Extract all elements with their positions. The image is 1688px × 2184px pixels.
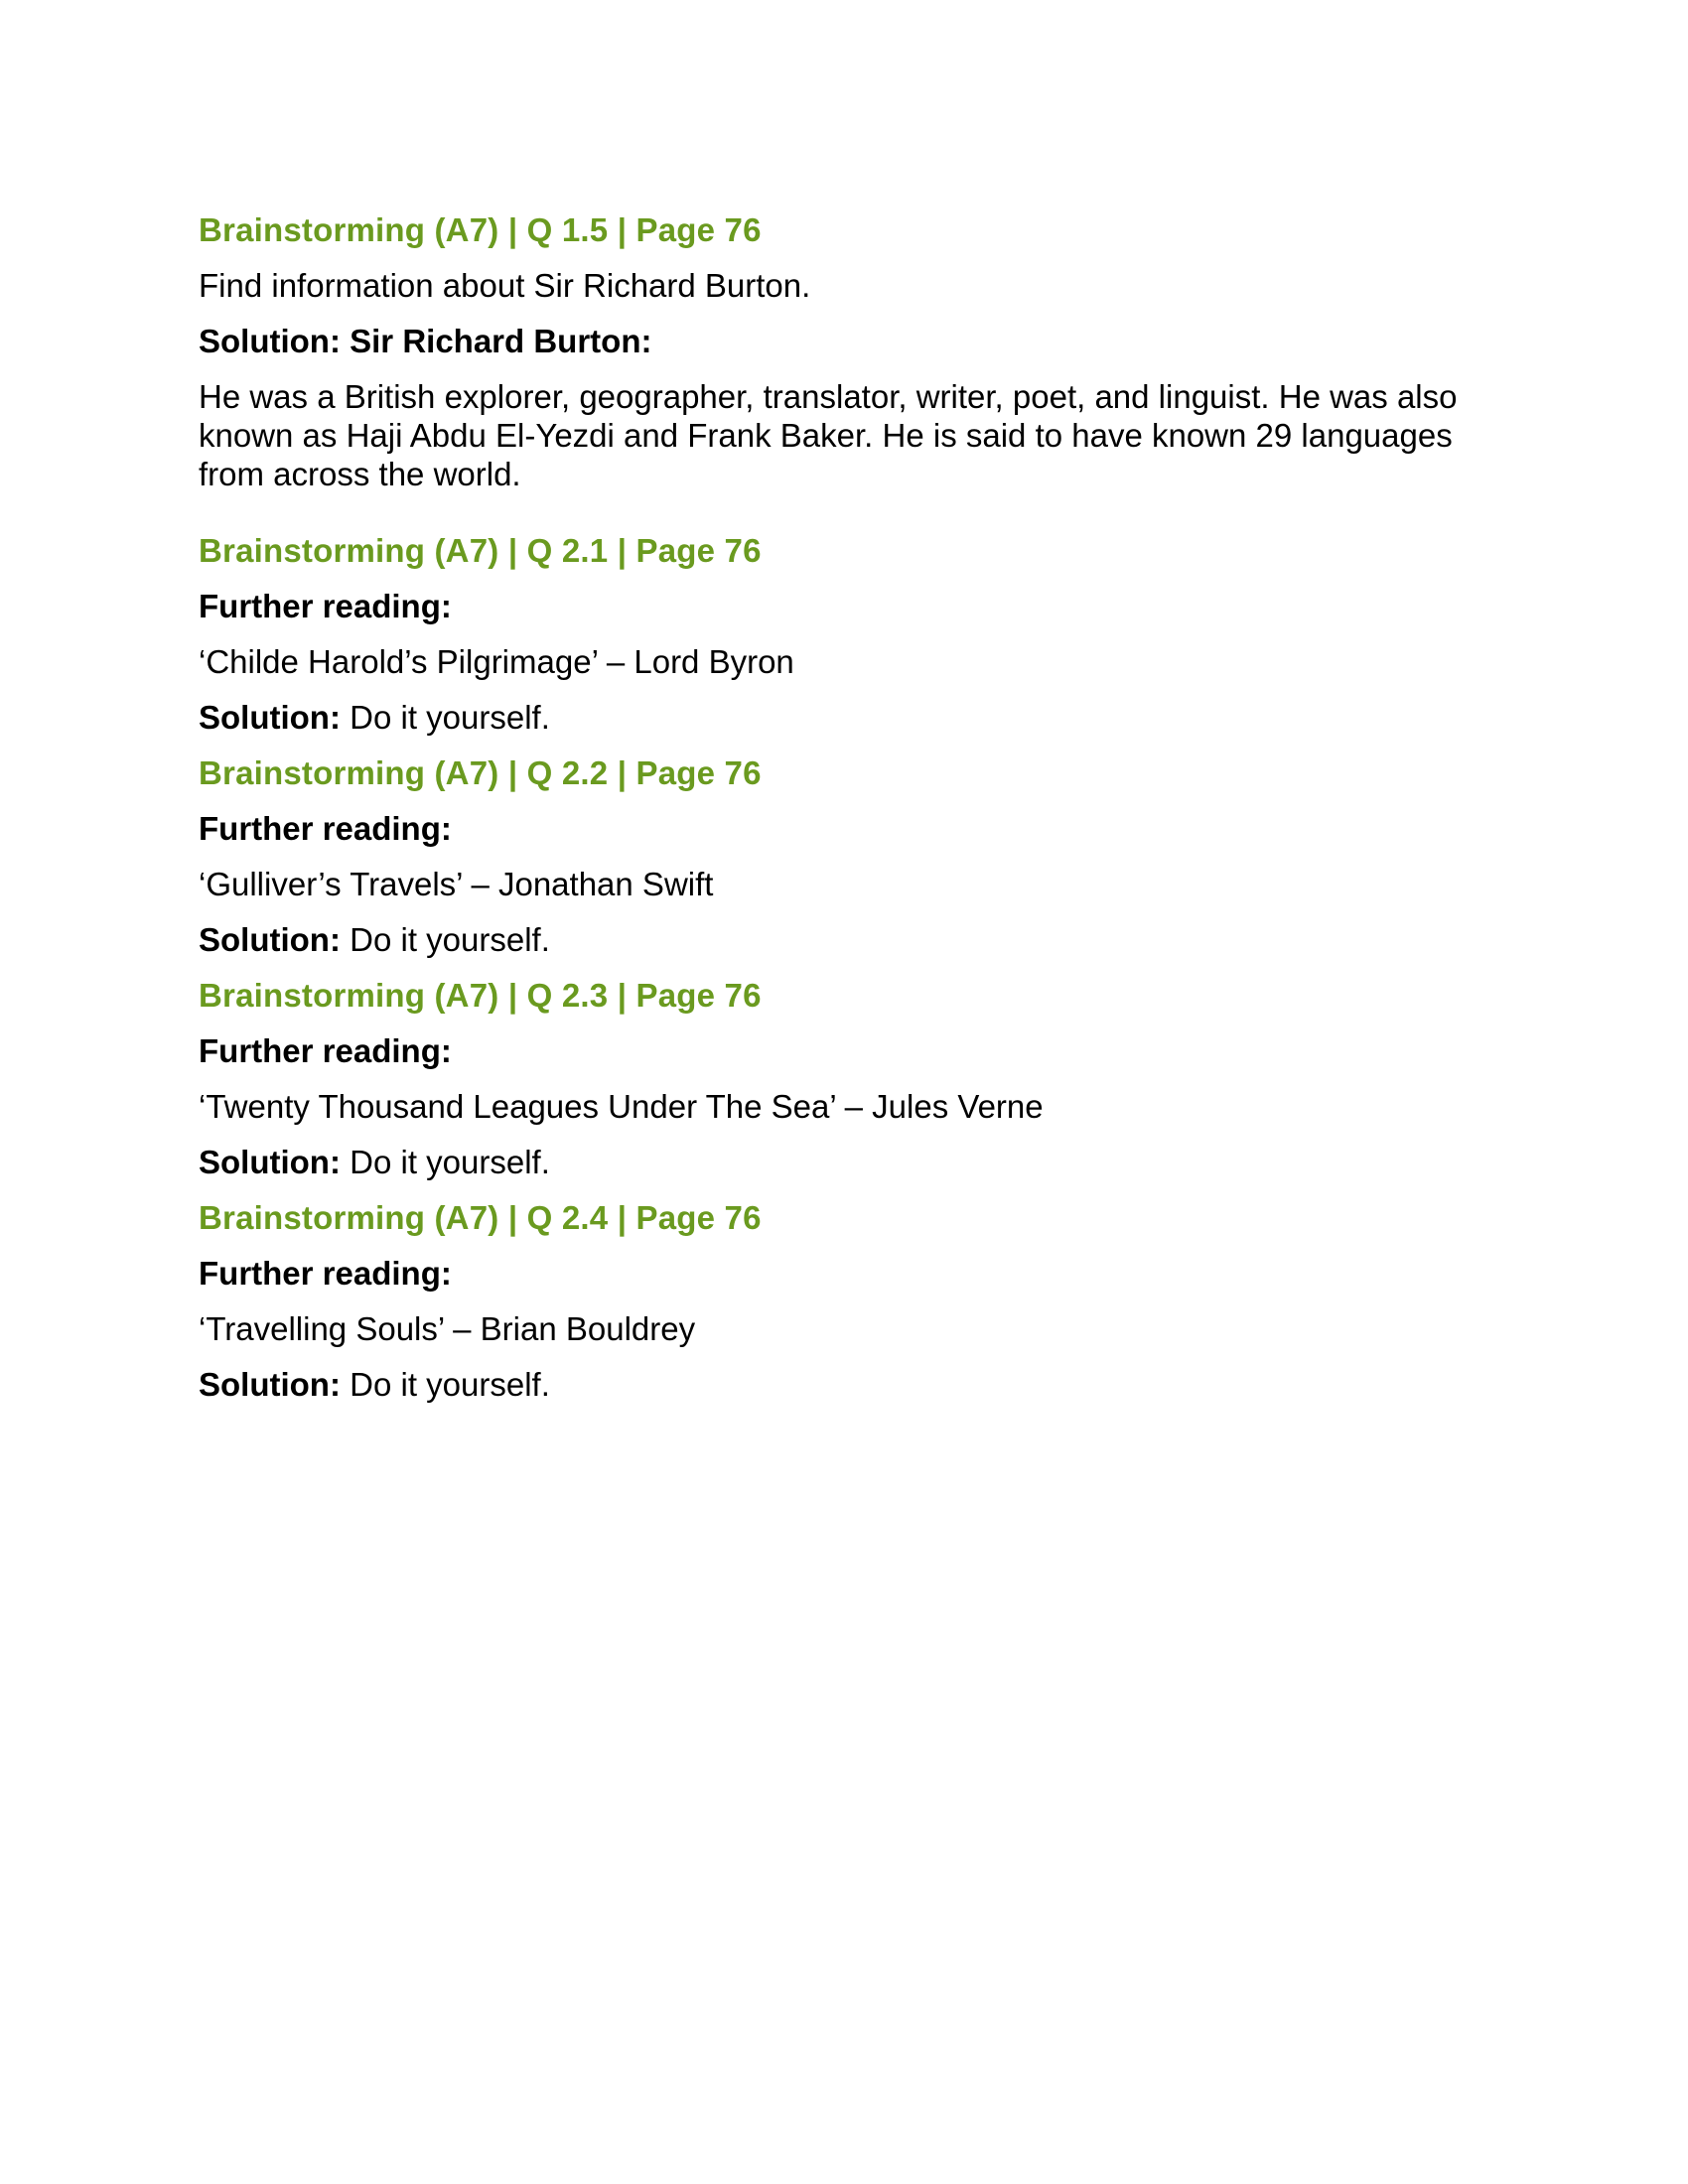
solution-label: Solution: — [199, 921, 341, 958]
solution-text: Do it yourself. — [350, 1366, 550, 1403]
solution-label: Solution: Sir Richard Burton: — [199, 323, 652, 359]
book-title: ‘Childe Harold’s Pilgrimage’ – Lord Byron — [199, 643, 794, 680]
book-title: ‘Travelling Souls’ – Brian Bouldrey — [199, 1310, 696, 1347]
solution-line — [199, 698, 1509, 737]
solution-line — [199, 1143, 1509, 1181]
section-q2-4 — [199, 1198, 1509, 1404]
section-gap — [199, 510, 1509, 531]
section-q2-2 — [199, 753, 1509, 959]
section-heading: Brainstorming (A7) | Q 2.1 | Page 76 — [199, 532, 762, 569]
solution-label: Solution: — [199, 1366, 341, 1403]
further-reading-label: Further reading: — [199, 1255, 452, 1292]
section-heading: Brainstorming (A7) | Q 2.4 | Page 76 — [199, 1199, 762, 1236]
document-page — [199, 210, 1509, 1421]
solution-label: Solution: — [199, 1144, 341, 1180]
solution-line — [199, 920, 1509, 959]
section-heading: Brainstorming (A7) | Q 1.5 | Page 76 — [199, 211, 762, 248]
further-reading-label: Further reading: — [199, 588, 452, 624]
further-reading-label: Further reading: — [199, 1032, 452, 1069]
section-heading: Brainstorming (A7) | Q 2.2 | Page 76 — [199, 754, 762, 791]
solution-text: Do it yourself. — [350, 1144, 550, 1180]
book-title: ‘Gulliver’s Travels’ – Jonathan Swift — [199, 866, 714, 902]
section-q2-1 — [199, 531, 1509, 737]
solution-text: He was a British explorer, geographer, translator, writer, poet, and linguist. He was also known as Haji Abdu El-Yezdi and Frank Baker. He is said to have known 29 languages from across the world. — [199, 378, 1458, 492]
further-reading-label: Further reading: — [199, 810, 452, 847]
solution-label: Solution: — [199, 699, 341, 736]
question-text: Find information about Sir Richard Burton. — [199, 267, 811, 304]
book-title: ‘Twenty Thousand Leagues Under The Sea’ – Jules Verne — [199, 1088, 1044, 1125]
section-q1-5 — [199, 210, 1509, 493]
section-heading: Brainstorming (A7) | Q 2.3 | Page 76 — [199, 977, 762, 1014]
section-q2-3 — [199, 976, 1509, 1181]
solution-line — [199, 1365, 1509, 1404]
solution-text: Do it yourself. — [350, 921, 550, 958]
solution-text: Do it yourself. — [350, 699, 550, 736]
